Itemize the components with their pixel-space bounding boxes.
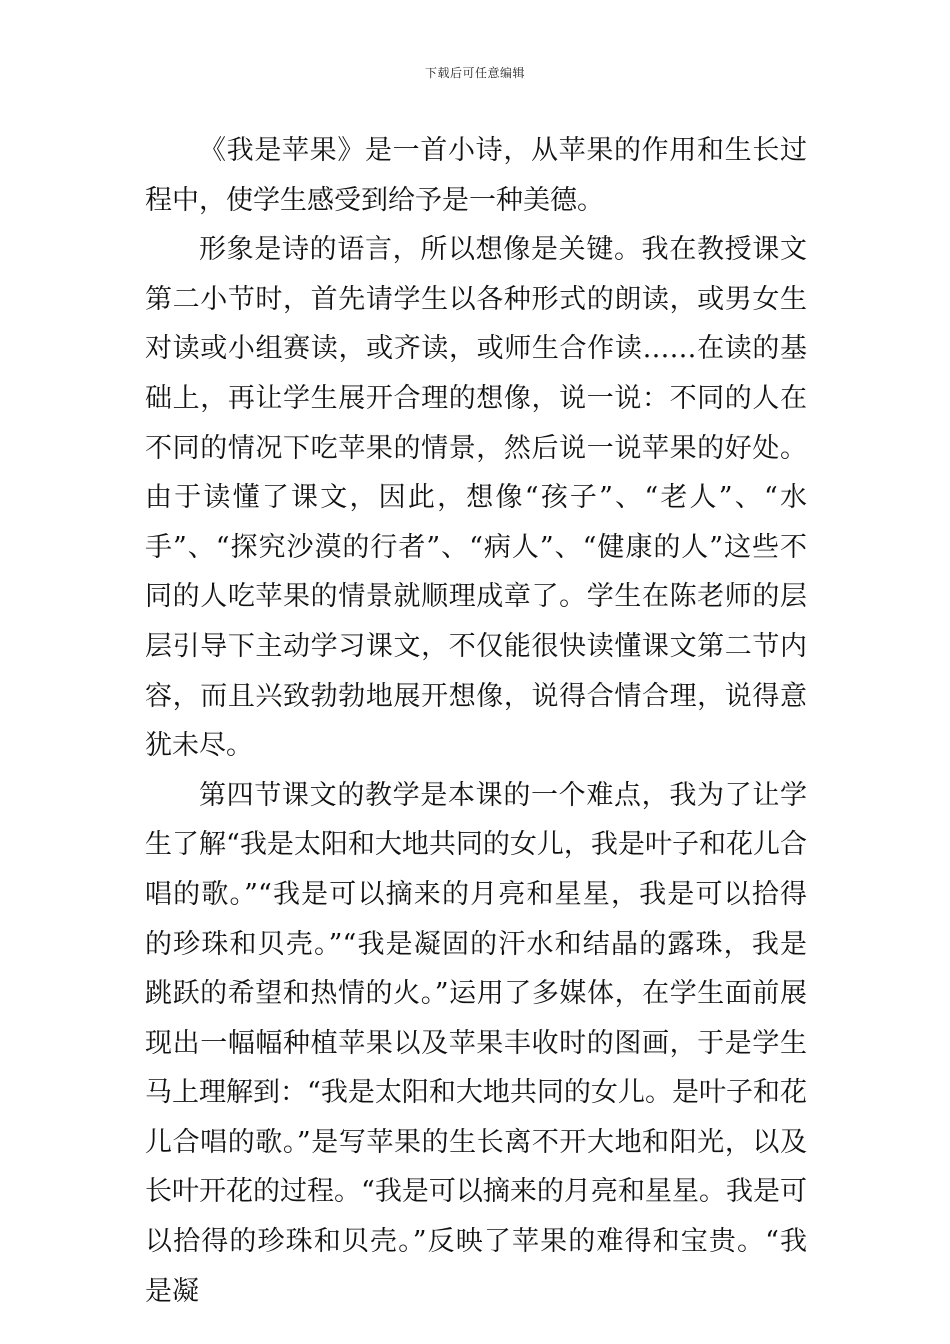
paragraph-2: 形象是诗的语言，所以想像是关键。我在教授课文第二小节时，首先请学生以各种形式的朗读，或男女生对读或小组赛读，或齐读，或师生合作读……在读的基础上，再让学生展开合理的想像，说一说：不同的人在不同的情况下吃苹果的情景，然后说一说苹果的好处。由于读懂了课文，因此，想像“孩子”、“老人”、“水手”、“探究沙漠的行者”、“病人”、“健康的人”这些不同的人吃苹果的情景就顺理成章了。学生在陈老师的层层引导下主动学习课文，不仅能很快读懂课文第二节内容，而且兴致勃勃地展开想像，说得合情合理，说得意犹未尽。	[145, 234, 807, 762]
paragraph-3: 第四节课文的教学是本课的一个难点，我为了让学生了解“我是太阳和大地共同的女儿，我是叶子和花儿合唱的歌。”“我是可以摘来的月亮和星星，我是可以拾得的珍珠和贝壳。”“我是凝固的汗水和结晶的露珠，我是跳跃的希望和热情的火。”运用了多媒体，在学生面前展现出一幅幅种植苹果以及苹果丰收时的图画，于是学生马上理解到：“我是太阳和大地共同的女儿。是叶子和花儿合唱的歌。”是写苹果的生长离不开大地和阳光，以及长叶开花的过程。“我是可以摘来的月亮和星星。我是可以拾得的珍珠和贝壳。”反映了苹果的难得和宝贵。“我是凝	[145, 779, 807, 1307]
page-header: 下载后可任意编辑	[424, 66, 525, 80]
document-body	[145, 126, 807, 1316]
paragraph-1: 《我是苹果》是一首小诗，从苹果的作用和生长过程中，使学生感受到给予是一种美德。	[145, 135, 807, 216]
